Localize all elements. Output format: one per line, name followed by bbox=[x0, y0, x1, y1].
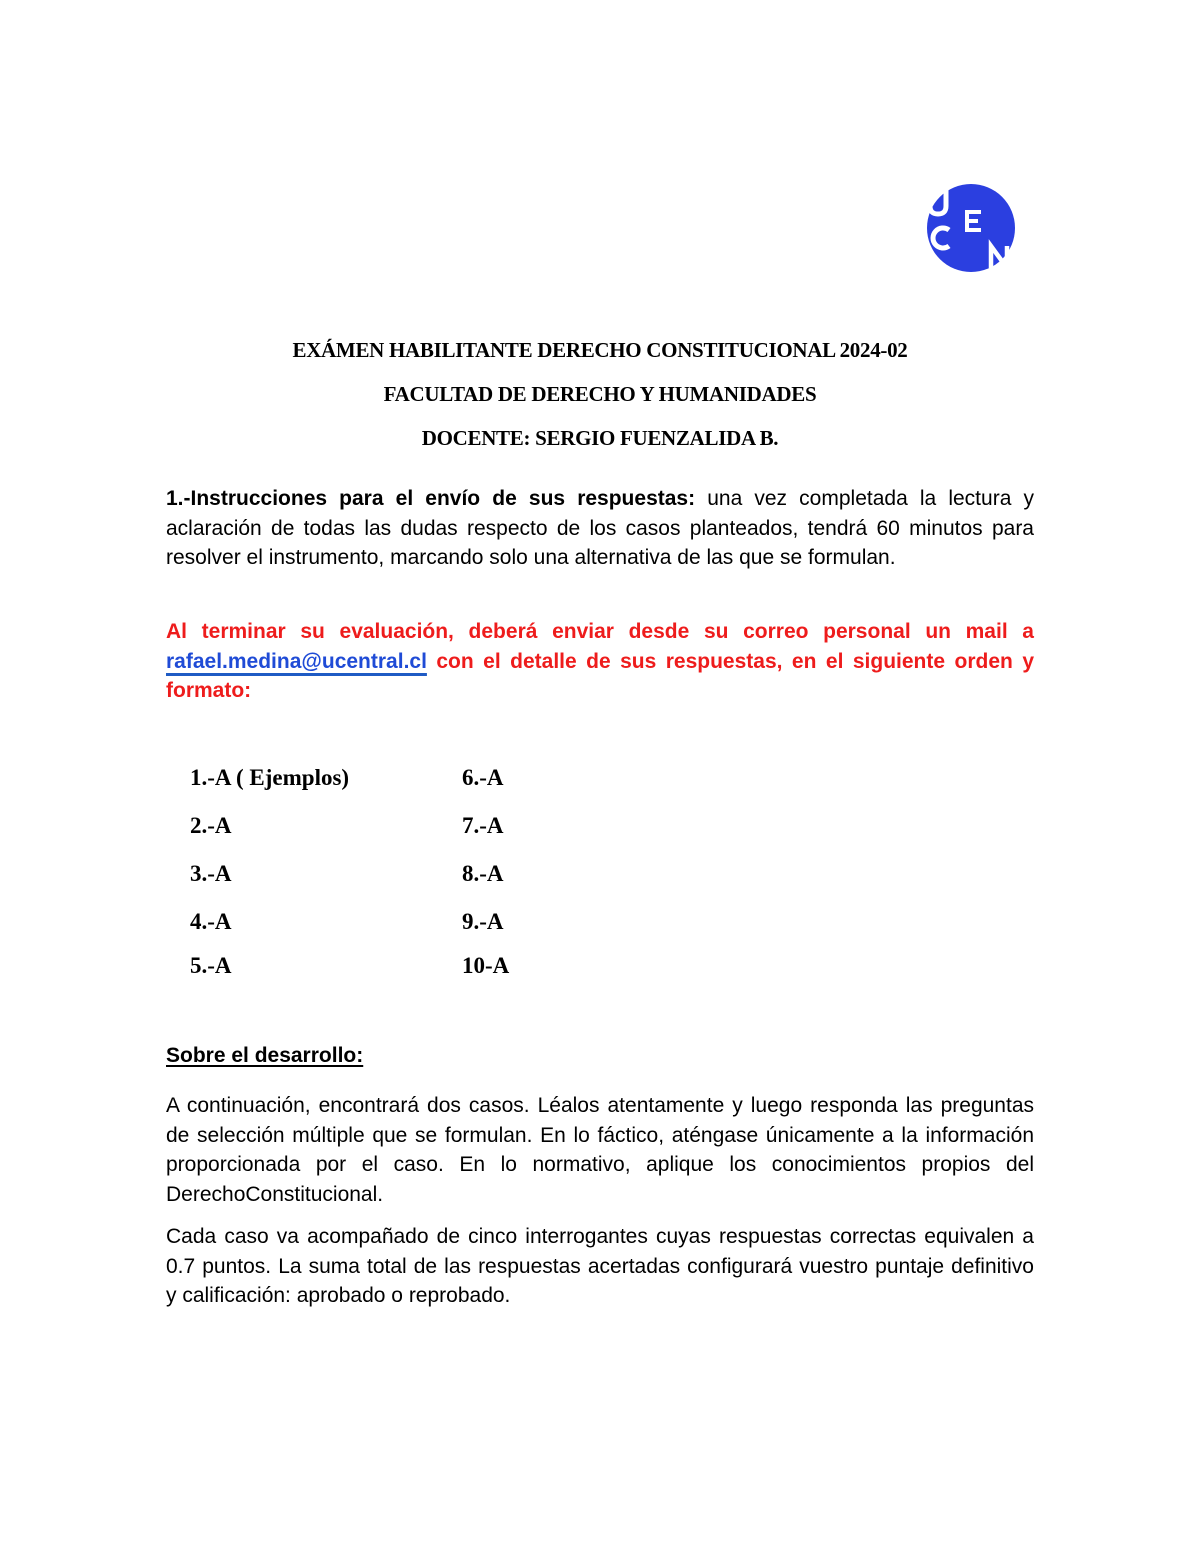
email-link[interactable]: rafael.medina@ucentral.cl bbox=[166, 649, 427, 673]
answer-8: 8.-A bbox=[462, 861, 504, 886]
exam-title: EXÁMEN HABILITANTE DERECHO CONSTITUCIONAL 2024-02 bbox=[292, 338, 908, 362]
development-paragraph-2: Cada caso va acompañado de cinco interrogantes cuyas respuestas correctas equivalen a 0.7 puntos. La suma total de las respuestas acertadas configurará vuestro puntaje definitivo y calificación: aprobado o reprobado. bbox=[166, 1225, 1034, 1307]
instructions-paragraph bbox=[166, 484, 1034, 573]
answer-7: 7.-A bbox=[462, 813, 504, 838]
answer-2: 2.-A bbox=[190, 813, 232, 838]
instructions-lead: 1.-Instrucciones para el envío de sus respuestas: bbox=[166, 487, 696, 510]
notice-before: Al terminar su evaluación, deberá enviar desde su correo personal un mail a bbox=[166, 620, 1034, 643]
notice-after: con el detalle de sus respuestas, en el siguiente orden y formato: bbox=[166, 649, 1034, 702]
answer-1: 1.-A ( Ejemplos) bbox=[190, 765, 350, 790]
answer-5: 5.-A bbox=[190, 953, 232, 978]
answer-9: 9.-A bbox=[462, 909, 504, 934]
ucen-logo bbox=[927, 184, 1015, 272]
answer-10: 10-A bbox=[462, 953, 510, 978]
answer-6: 6.-A bbox=[462, 765, 504, 790]
teacher-title: DOCENTE: SERGIO FUENZALIDA B. bbox=[421, 426, 779, 450]
development-heading: Sobre el desarrollo: bbox=[166, 1044, 364, 1067]
answer-4: 4.-A bbox=[190, 909, 232, 934]
faculty-title: FACULTAD DE DERECHO Y HUMANIDADES bbox=[383, 382, 817, 406]
notice-paragraph bbox=[166, 617, 1034, 706]
answer-3: 3.-A bbox=[190, 861, 232, 886]
development-paragraph-1: A continuación, encontrará dos casos. Léalos atentamente y luego responda las preguntas de selección múltiple que se formulan. En lo fáctico, aténgase únicamente a la información proporcionada por el caso. En lo normativo, aplique los conocimientos propios del DerechoConstitucional. bbox=[166, 1094, 1034, 1206]
instructions-text: una vez completada la lectura y aclaración de todas las dudas respecto de los casos planteados, tendrá 60 minutos para resolver el instrumento, marcando solo una alternativa de las que se formulan. bbox=[166, 487, 1034, 569]
